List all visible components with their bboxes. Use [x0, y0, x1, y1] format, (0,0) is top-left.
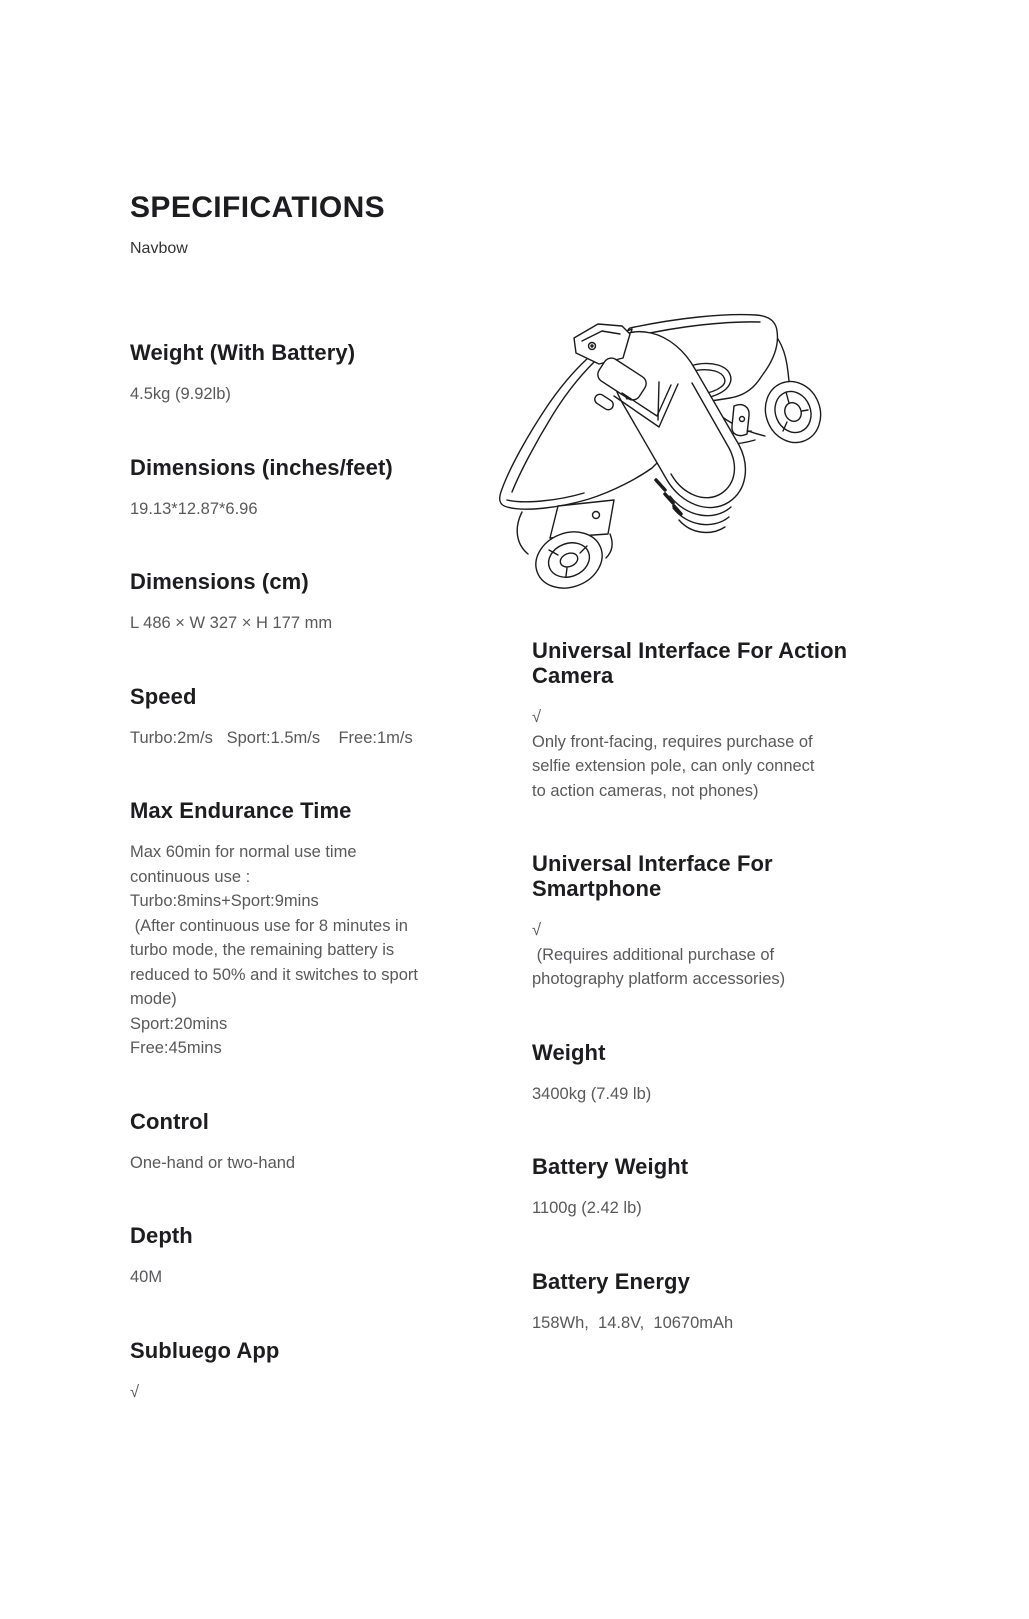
section-heading: Dimensions (cm): [130, 569, 309, 594]
product-name: Navbow: [130, 240, 188, 257]
section-heading: Weight: [532, 1039, 606, 1065]
section-heading: Dimensions (inches/feet): [130, 454, 393, 480]
section-dimensions-cm: [130, 569, 505, 636]
spec-value: turbo mode, the remaining battery is: [130, 941, 395, 959]
section-heading: Battery Weight: [532, 1154, 689, 1179]
spec-value: 40M: [130, 1268, 163, 1286]
spec-value: Only front-facing, requires purchase of: [532, 732, 813, 751]
right-thruster-outer-ring: [756, 373, 829, 451]
page-title: SPECIFICATIONS: [130, 191, 386, 224]
section-heading: Max Endurance Time: [130, 798, 352, 823]
spec-value: mode): [130, 990, 177, 1008]
section-heading: Subluego App: [130, 1337, 280, 1363]
spec-value: Max 60min for normal use time: [130, 843, 357, 861]
section-max-endurance-time: [130, 798, 505, 1061]
spec-value: (Requires additional purchase of: [532, 945, 775, 964]
section-heading: Universal Interface For Smartphone: [532, 851, 773, 901]
spec-value: selfie extension pole, can only connect: [532, 757, 815, 775]
spec-value-check: √: [532, 921, 542, 939]
spec-value: (After continuous use for 8 minutes in: [130, 916, 408, 935]
spec-value: to action cameras, not phones): [532, 781, 759, 800]
section-heading: Speed: [130, 683, 197, 709]
spec-value: 19.13*12.87*6.96: [130, 499, 258, 518]
spec-value: reduced to 50% and it switches to sport: [130, 965, 418, 984]
top-panel: [574, 324, 630, 364]
arrow-emblem-center-line: [658, 382, 659, 420]
section-heading: Weight (With Battery): [130, 340, 356, 365]
right-column: [532, 638, 872, 1383]
section-control: [130, 1109, 505, 1176]
spec-value: photography platform accessories): [532, 970, 786, 988]
section-weight: [532, 1040, 872, 1107]
section-heading: Universal Interface For Action Camera: [532, 638, 848, 688]
section-subluego-app: [130, 1338, 505, 1405]
section-weight-with-battery: [130, 340, 505, 407]
spec-value: One-hand or two-hand: [130, 1153, 296, 1172]
spec-value: 1100g (2.42 lb): [532, 1199, 642, 1217]
spec-value: Turbo:8mins+Sport:9mins: [130, 892, 319, 910]
spec-value: Sport:20mins: [130, 1014, 228, 1033]
spec-value: 158Wh, 14.8V, 10670mAh: [532, 1313, 734, 1332]
section-depth: [130, 1223, 505, 1290]
navbow-product-line-drawing: [462, 284, 832, 616]
spec-value: continuous use :: [130, 867, 251, 886]
section-battery-energy: [532, 1269, 872, 1336]
left-thruster-right-edge: [606, 534, 612, 558]
section-speed: [130, 684, 505, 751]
section-universal-interface-action-camera: [532, 638, 872, 803]
spec-value: 3400kg (7.49 lb): [532, 1084, 652, 1103]
spec-value: Free:45mins: [130, 1039, 222, 1057]
left-column: [130, 340, 505, 1452]
section-heading: Depth: [130, 1223, 193, 1248]
spec-value-check: √: [532, 708, 542, 726]
spec-value: L 486 × W 327 × H 177 mm: [130, 614, 333, 632]
section-universal-interface-smartphone: [532, 851, 872, 992]
section-heading: Control: [130, 1108, 209, 1134]
section-dimensions-inches: [130, 455, 505, 522]
section-battery-weight: [532, 1154, 872, 1221]
spec-value-check: √: [130, 1382, 140, 1401]
spec-value: 4.5kg (9.92lb): [130, 385, 231, 403]
nose-ring-3: [679, 520, 725, 532]
left-thruster-left-edge: [517, 512, 528, 554]
section-heading: Battery Energy: [532, 1268, 690, 1294]
spec-value: Turbo:2m/s Sport:1.5m/s Free:1m/s: [130, 728, 413, 747]
